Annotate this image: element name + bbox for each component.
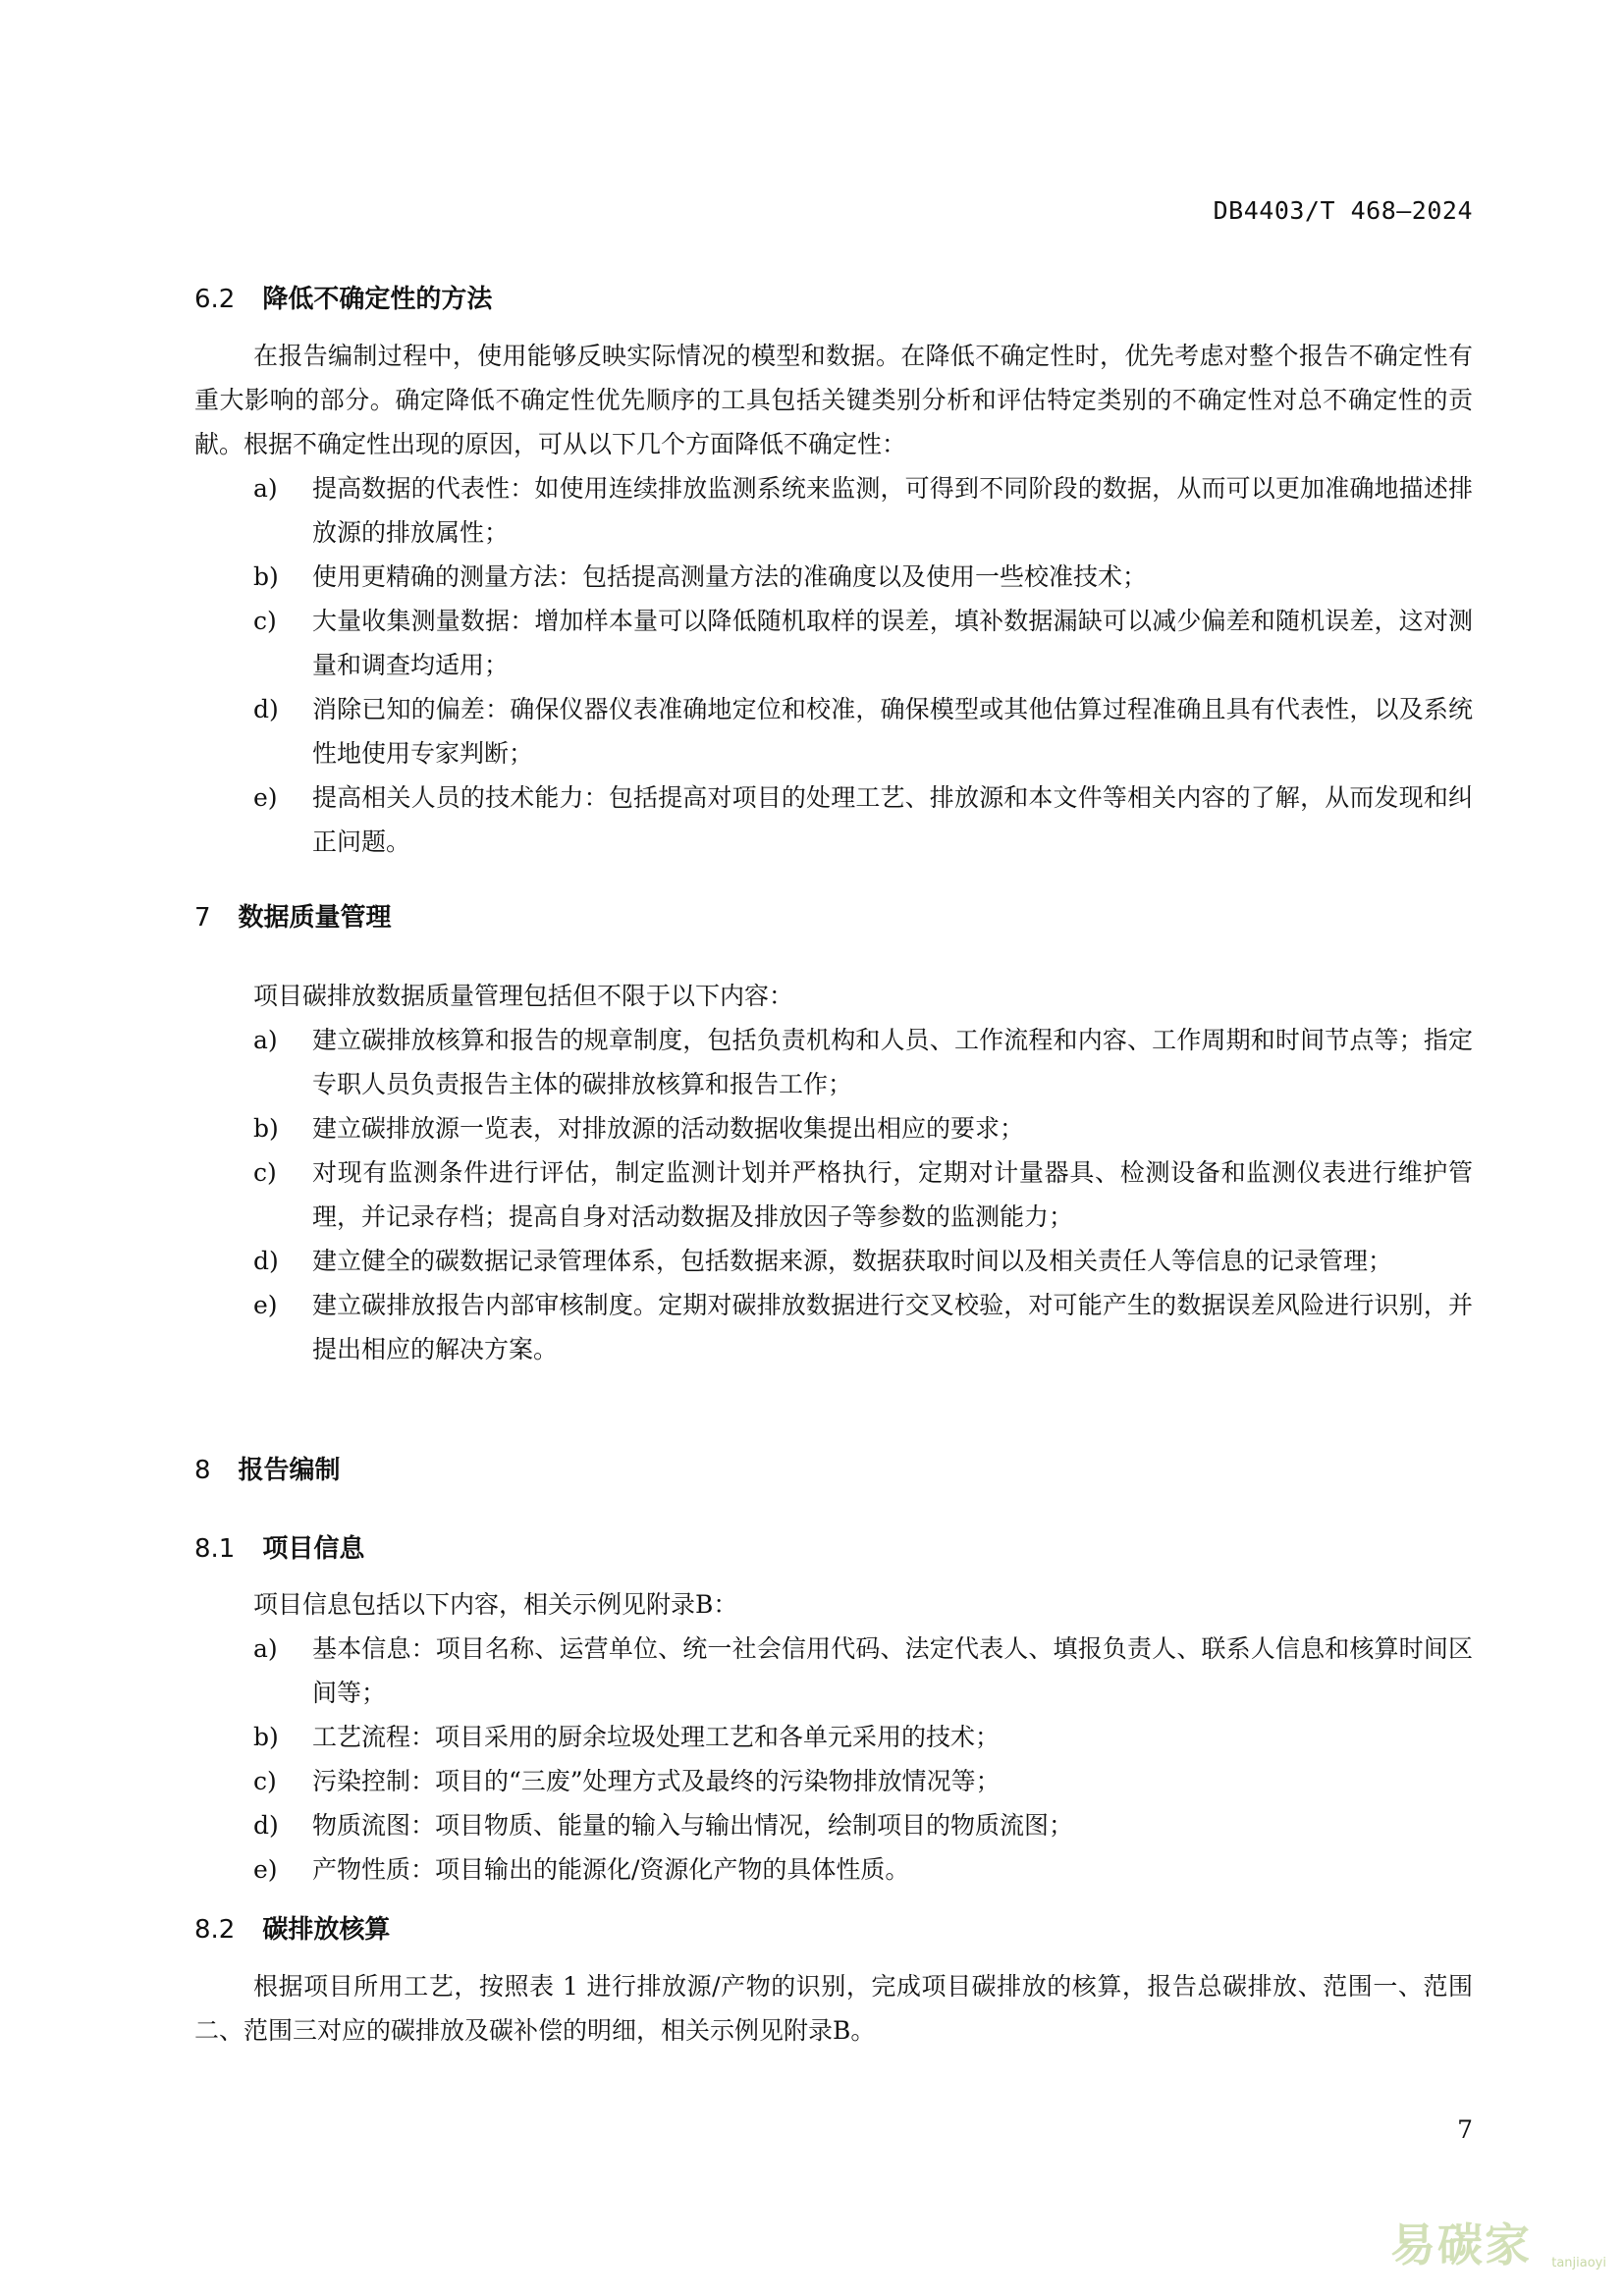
section-heading-8	[194, 1450, 341, 1486]
list-item	[194, 687, 1473, 775]
list-item-text: 消除已知的偏差：确保仪器仪表准确地定位和校准，确保模型或其他估算过程准确且具有代表性，以及系统性地使用专家判断；	[312, 695, 1473, 768]
section-title: 报告编制	[238, 1456, 341, 1485]
list-marker: e)	[253, 1855, 278, 1884]
section-number: 6.2	[194, 285, 236, 314]
list-marker: a)	[253, 1026, 278, 1054]
section-8-2-body: 根据项目所用工艺，按照表 1 进行排放源/产物的识别，完成项目碳排放的核算，报告总碳排放、范围一、范围二、范围三对应的碳排放及碳补偿的明细，相关示例见附录B。	[194, 1972, 1473, 2045]
list-item-text: 大量收集测量数据：增加样本量可以降低随机取样的误差，填补数据漏缺可以减少偏差和随机误差，这对测量和调查均适用；	[312, 607, 1473, 679]
list-marker: c)	[253, 607, 277, 635]
list-item-text: 提高相关人员的技术能力：包括提高对项目的处理工艺、排放源和本文件等相关内容的了解，从而发现和纠正问题。	[312, 783, 1473, 856]
list-marker: e)	[253, 783, 278, 812]
section-heading-6-2	[194, 279, 492, 315]
section-6-2-list	[194, 466, 1473, 864]
list-item-text: 使用更精确的测量方法：包括提高测量方法的准确度以及使用一些校准技术；	[312, 562, 1148, 591]
list-item	[194, 1150, 1473, 1239]
list-marker: b)	[253, 1723, 279, 1751]
list-item-text: 基本信息：项目名称、运营单位、统一社会信用代码、法定代表人、填报负责人、联系人信息和核算时间区间等；	[312, 1634, 1473, 1707]
section-number: 7	[194, 903, 211, 933]
list-item	[194, 1018, 1473, 1106]
list-item	[194, 1106, 1473, 1150]
list-item	[194, 555, 1473, 599]
section-number: 8.1	[194, 1534, 236, 1564]
list-marker: e)	[253, 1291, 278, 1319]
list-item	[194, 1283, 1473, 1371]
list-item-text: 建立碳排放源一览表，对排放源的活动数据收集提出相应的要求；	[312, 1114, 1025, 1143]
list-marker: a)	[253, 474, 278, 503]
section-heading-8-1	[194, 1528, 364, 1565]
list-marker: d)	[253, 1247, 279, 1275]
list-marker: c)	[253, 1767, 277, 1795]
section-title: 碳排放核算	[262, 1915, 391, 1945]
section-title: 降低不确定性的方法	[262, 285, 493, 314]
list-marker: a)	[253, 1634, 278, 1663]
list-marker: d)	[253, 695, 279, 723]
section-6-2-intro: 在报告编制过程中，使用能够反映实际情况的模型和数据。在降低不确定性时，优先考虑对整个报告不确定性有重大影响的部分。确定降低不确定性优先顺序的工具包括关键类别分析和评估特定类别的不确定性对总不确定性的贡献。根据不确定性出现的原因，可从以下几个方面降低不确定性：	[194, 342, 1473, 458]
section-8-1-list	[194, 1627, 1473, 1892]
section-8-1-intro: 项目信息包括以下内容，相关示例见附录B：	[253, 1590, 738, 1619]
list-item-text: 提高数据的代表性：如使用连续排放监测系统来监测，可得到不同阶段的数据，从而可以更加准确地描述排放源的排放属性；	[312, 474, 1473, 547]
list-item-text: 对现有监测条件进行评估，制定监测计划并严格执行，定期对计量器具、检测设备和监测仪表进行维护管理，并记录存档；提高自身对活动数据及排放因子等参数的监测能力；	[312, 1158, 1473, 1231]
list-item	[194, 775, 1473, 864]
list-item	[194, 1759, 1473, 1803]
page-number: 7	[1457, 2115, 1473, 2144]
section-number: 8	[194, 1456, 211, 1485]
section-number: 8.2	[194, 1915, 236, 1945]
list-item	[194, 1239, 1473, 1283]
list-item-text: 物质流图：项目物质、能量的输入与输出情况，绘制项目的物质流图；	[312, 1811, 1074, 1840]
section-heading-8-2	[194, 1909, 390, 1946]
section-7-list	[194, 1018, 1473, 1371]
section-title: 项目信息	[262, 1534, 365, 1564]
watermark-text: 易碳家	[1390, 2218, 1532, 2271]
list-item-text: 污染控制：项目的“三废”处理方式及最终的污染物排放情况等；	[312, 1767, 1001, 1795]
document-id: DB4403/T 468—2024	[1213, 196, 1473, 225]
section-7-intro: 项目碳排放数据质量管理包括但不限于以下内容：	[253, 982, 794, 1010]
list-item	[194, 1803, 1473, 1847]
list-item	[194, 599, 1473, 687]
watermark-subtext: tanjiaoyi	[1551, 2256, 1606, 2270]
list-item-text: 建立碳排放核算和报告的规章制度，包括负责机构和人员、工作流程和内容、工作周期和时间节点等；指定专职人员负责报告主体的碳排放核算和报告工作；	[312, 1026, 1473, 1098]
list-marker: b)	[253, 1114, 279, 1143]
list-marker: c)	[253, 1158, 277, 1187]
list-item-text: 工艺流程：项目采用的厨余垃圾处理工艺和各单元采用的技术；	[312, 1723, 1001, 1751]
section-heading-7	[194, 897, 392, 934]
watermark-logo	[1390, 2208, 1606, 2276]
list-item	[194, 1847, 1473, 1892]
list-item	[194, 466, 1473, 555]
list-item	[194, 1627, 1473, 1715]
list-marker: d)	[253, 1811, 279, 1840]
list-item-text: 建立健全的碳数据记录管理体系，包括数据来源，数据获取时间以及相关责任人等信息的记录管理；	[312, 1247, 1393, 1275]
list-marker: b)	[253, 562, 279, 591]
section-title: 数据质量管理	[238, 903, 392, 933]
list-item-text: 产物性质：项目输出的能源化/资源化产物的具体性质。	[312, 1855, 910, 1884]
list-item	[194, 1715, 1473, 1759]
list-item-text: 建立碳排放报告内部审核制度。定期对碳排放数据进行交叉校验，对可能产生的数据误差风险进行识别，并提出相应的解决方案。	[312, 1291, 1473, 1363]
